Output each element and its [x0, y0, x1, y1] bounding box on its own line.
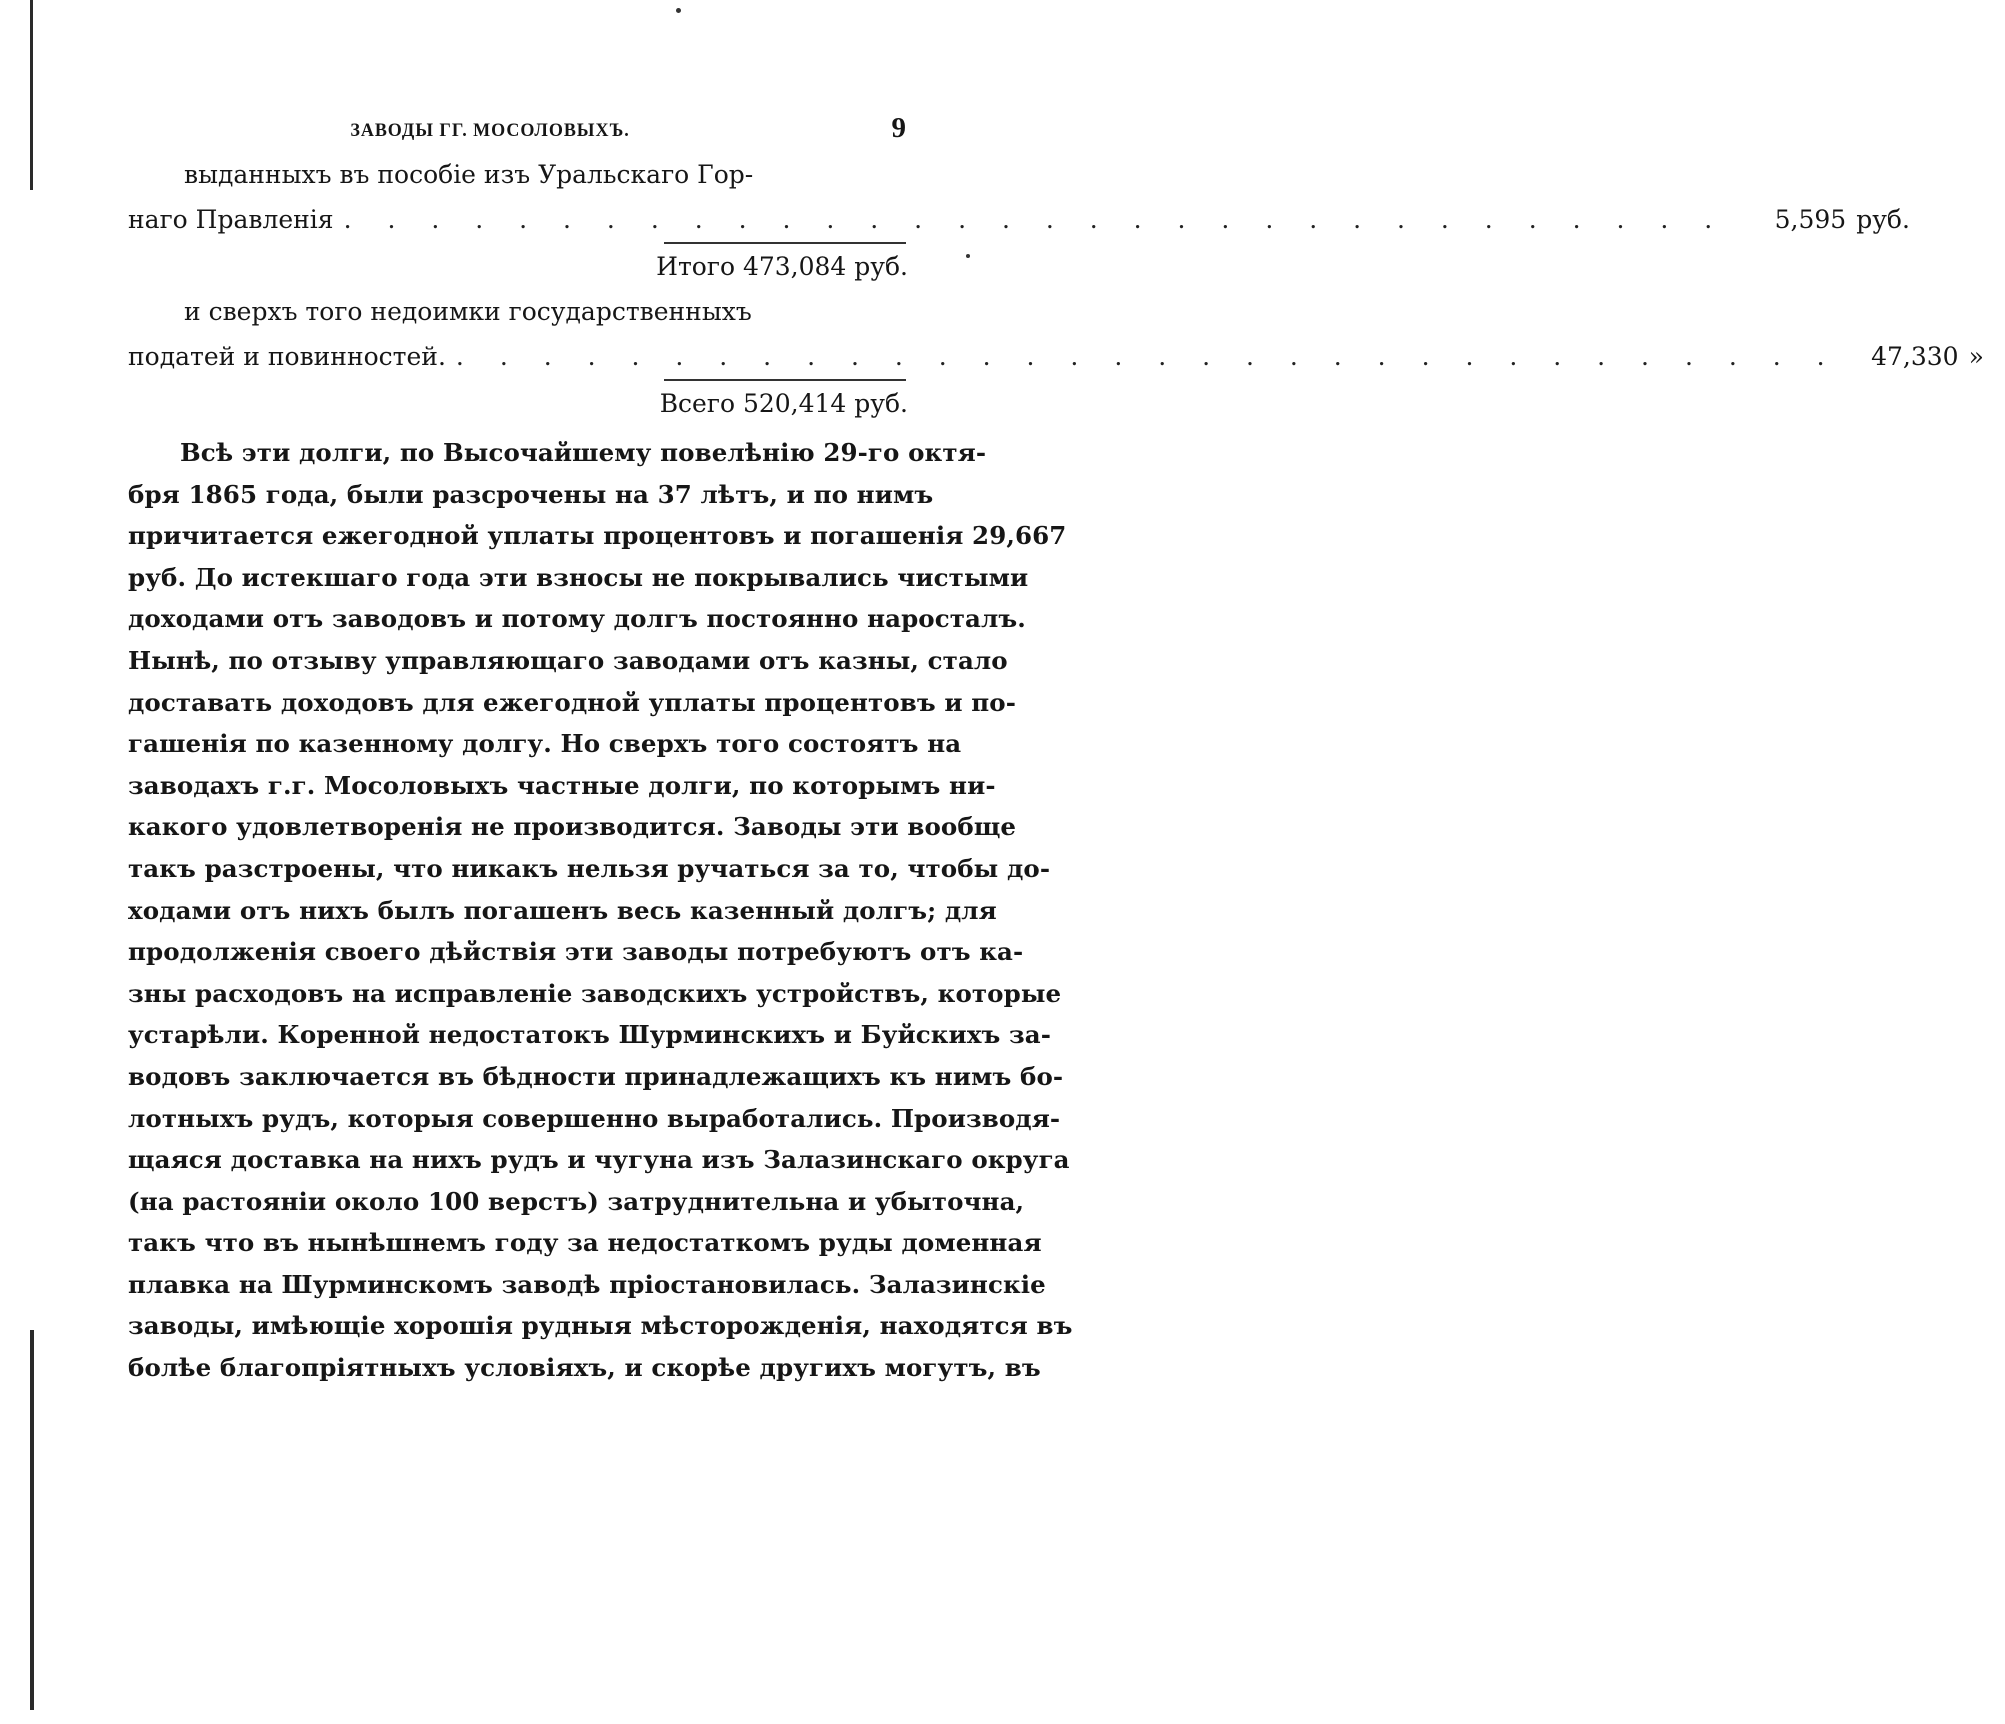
paragraph-line: заводахъ г.г. Мосоловыхъ частные долги, по которымъ ни-: [128, 770, 996, 800]
account-item-line: и сверхъ того недоимки государственныхъ: [184, 297, 752, 326]
paragraph-line: Всѣ эти долги, по Высочайшему повелѣнію 29-го октя-: [180, 438, 987, 467]
paragraph-line: щаяся доставка на нихъ рудъ и чугуна изъ Залазинскаго округа: [128, 1145, 1070, 1175]
account-unit: »: [1968, 342, 1984, 371]
paragraph-line: такъ что въ нынѣшнемъ году за недостаткомъ руды доменная: [128, 1228, 1042, 1258]
paragraph-line: какого удовлетворенія не производится. Заводы эти вообще: [128, 812, 1017, 842]
paragraph-line: болѣе благопріятныхъ условіяхъ, и скорѣе другихъ могутъ, въ: [128, 1353, 1041, 1383]
account-amount: 47,330: [1871, 342, 1959, 371]
account-unit: руб.: [1856, 205, 1910, 234]
account-item-row: [128, 197, 1910, 242]
scan-edge-line-bottom: [30, 1330, 34, 1710]
scan-speck: [966, 254, 970, 258]
paragraph-line: заводы, имѣющіе хорошія рудныя мѣсторожденія, находятся въ: [128, 1311, 1073, 1341]
page-header: [128, 108, 910, 152]
account-amount: 5,595: [1774, 205, 1847, 234]
accounts-block: [128, 152, 1984, 426]
account-item-line: выданныхъ въ пособіе изъ Уральскаго Гор-: [184, 160, 754, 189]
paragraph-line: доходами отъ заводовъ и потому долгъ постоянно наросталъ.: [128, 604, 1026, 634]
account-item-row: [128, 334, 1984, 379]
paragraph-line: Нынѣ, по отзыву управляющаго заводами отъ казны, стало: [128, 645, 1008, 675]
total-line: Всего 520,414 руб.: [659, 389, 908, 418]
paragraph-line: такъ разстроены, что никакъ нельзя ручаться за то, чтобы до-: [128, 853, 1051, 883]
subtotal-line: Итого 473,084 руб.: [656, 252, 908, 281]
paragraph-line: ходами отъ нихъ былъ погашенъ весь казенный долгъ; для: [128, 895, 997, 925]
paragraph-line: водовъ заключается въ бѣдности принадлежащихъ къ нимъ бо-: [128, 1061, 1064, 1091]
page-number: 9: [891, 112, 906, 144]
dot-leader: . . . . . . . . . . . . . . . . . . . . . . . . . . . . . . . .: [343, 205, 1727, 234]
paragraph-line: бря 1865 года, были разсрочены на 37 лѣтъ, и по нимъ: [128, 479, 934, 509]
paragraph-line: плавка на Шурминскомъ заводѣ пріостановилась. Залазинскіе: [128, 1269, 1046, 1299]
paragraph-line: гашенія по казенному долгу. Но сверхъ того состоятъ на: [128, 729, 962, 759]
paragraph-line: продолженія своего дѣйствія эти заводы потребуютъ отъ ка-: [128, 937, 1024, 967]
account-item-label: податей и повинностей.: [128, 342, 446, 371]
paragraph-line: причитается ежегодной уплаты процентовъ и погашенія 29,667: [128, 521, 1067, 551]
dot-leader: . . . . . . . . . . . . . . . . . . . . . . . . . . . . . . . .: [455, 342, 1839, 371]
paragraph-line: доставать доходовъ для ежегодной уплаты процентовъ и по-: [128, 687, 1016, 717]
running-head: ЗАВОДЫ ГГ. МОСОЛОВЫХЪ.: [350, 120, 630, 141]
book-page: [128, 108, 1984, 1389]
scan-speck: [676, 8, 681, 13]
paragraph-line: руб. До истекшаго года эти взносы не покрывались чистыми: [128, 562, 1029, 592]
scan-edge-line-top: [30, 0, 33, 190]
paragraph-line: (на растояніи около 100 верстъ) затруднительна и убыточна,: [128, 1186, 1025, 1216]
paragraph-line: устарѣли. Коренной недостатокъ Шурминскихъ и Буйскихъ за-: [128, 1020, 1052, 1050]
paragraph-line: зны расходовъ на исправленіе заводскихъ устройствъ, которые: [128, 978, 1062, 1008]
body-paragraph: [128, 432, 1073, 1389]
account-item-label: наго Правленія: [128, 205, 334, 234]
paragraph-line: лотныхъ рудъ, которыя совершенно выработались. Производя-: [128, 1103, 1061, 1133]
